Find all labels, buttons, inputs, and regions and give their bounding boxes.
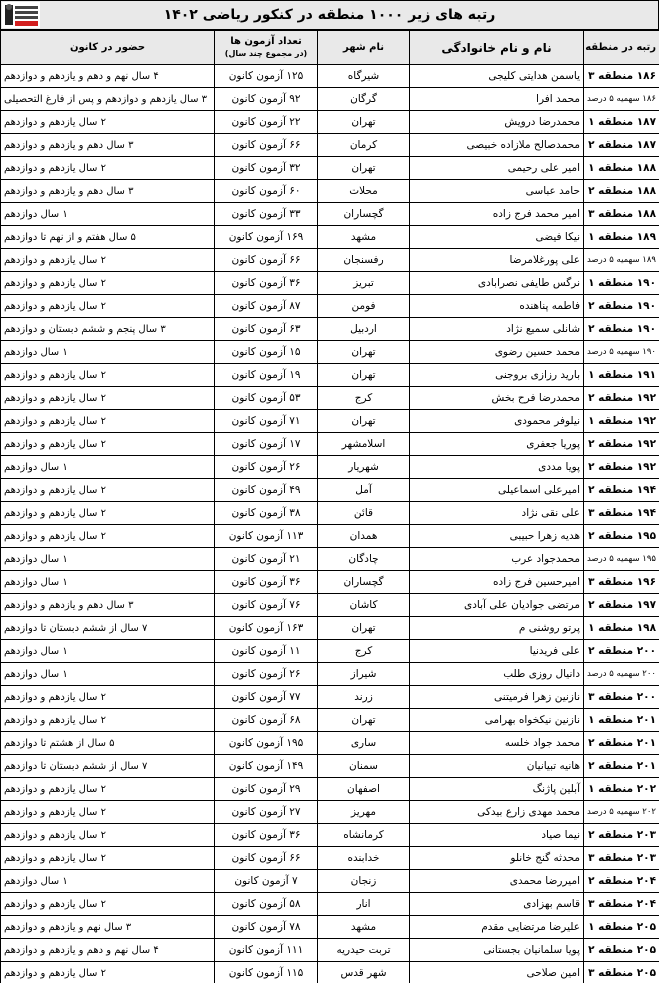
rank-cell: ۲۰۰ منطقه ۲ [584, 640, 659, 663]
name-cell: امین صلاحی [410, 962, 584, 983]
exams-cell: ۲۲ آزمون کانون [215, 111, 318, 134]
table-row [1, 157, 659, 180]
presence-cell: ۱ سال دوازدهم [1, 870, 215, 893]
name-cell: علی فریدنیا [410, 640, 584, 663]
name-cell: امیررضا محمدی [410, 870, 584, 893]
rank-cell: ۱۸۷ منطقه ۱ [584, 111, 659, 134]
rank-cell: ۱۸۸ منطقه ۱ [584, 157, 659, 180]
presence-cell: ۲ سال یازدهم و دوازدهم [1, 433, 215, 456]
city-cell: شیرگاه [318, 65, 410, 88]
exams-cell: ۶۰ آزمون کانون [215, 180, 318, 203]
city-cell: تهران [318, 341, 410, 364]
table-body [1, 65, 659, 983]
exams-cell: ۶۸ آزمون کانون [215, 709, 318, 732]
rank-cell: ۲۰۲ سهمیه ۵ درصد [584, 801, 659, 824]
table-row [1, 180, 659, 203]
header-name: نام و نام خانوادگی [410, 31, 584, 65]
presence-cell: ۲ سال یازدهم و دوازدهم [1, 157, 215, 180]
exams-cell: ۲۱ آزمون کانون [215, 548, 318, 571]
presence-cell: ۱ سال دوازدهم [1, 571, 215, 594]
exams-cell: ۲۶ آزمون کانون [215, 456, 318, 479]
presence-cell: ۲ سال یازدهم و دوازدهم [1, 364, 215, 387]
exams-cell: ۶۶ آزمون کانون [215, 847, 318, 870]
exams-cell: ۱۵ آزمون کانون [215, 341, 318, 364]
rank-cell: ۲۰۴ منطقه ۳ [584, 893, 659, 916]
table-row [1, 226, 659, 249]
exams-cell: ۶۳ آزمون کانون [215, 318, 318, 341]
presence-cell: ۲ سال یازدهم و دوازدهم [1, 410, 215, 433]
city-cell: کرج [318, 387, 410, 410]
presence-cell: ۷ سال از ششم دبستان تا دوازدهم [1, 755, 215, 778]
name-cell: آبلین پاژنگ [410, 778, 584, 801]
city-cell: شیراز [318, 663, 410, 686]
city-cell: تبریز [318, 272, 410, 295]
table-row [1, 571, 659, 594]
exams-cell: ۱۱۳ آزمون کانون [215, 525, 318, 548]
name-cell: نیما صیاد [410, 824, 584, 847]
presence-cell: ۲ سال یازدهم و دوازدهم [1, 502, 215, 525]
presence-cell: ۲ سال یازدهم و دوازدهم [1, 295, 215, 318]
rank-cell: ۲۰۱ منطقه ۲ [584, 732, 659, 755]
name-cell: قاسم بهزادی [410, 893, 584, 916]
presence-cell: ۴ سال نهم و دهم و یازدهم و دوازدهم [1, 65, 215, 88]
name-cell: علی نقی نژاد [410, 502, 584, 525]
page-title: رتبه های زیر ۱۰۰۰ منطقه در کنکور ریاضی ۱۴۰۲ [163, 7, 496, 23]
exams-cell: ۷۸ آزمون کانون [215, 916, 318, 939]
exams-cell: ۱۹ آزمون کانون [215, 364, 318, 387]
name-cell: محمد جواد خلسه [410, 732, 584, 755]
header-exams [215, 31, 318, 65]
exams-cell: ۳۳ آزمون کانون [215, 203, 318, 226]
rank-cell: ۱۸۹ سهمیه ۵ درصد [584, 249, 659, 272]
presence-cell: ۲ سال یازدهم و دوازدهم [1, 824, 215, 847]
name-cell: محمد مهدی زارع بیدکی [410, 801, 584, 824]
table-row [1, 801, 659, 824]
rank-cell: ۱۹۶ منطقه ۳ [584, 571, 659, 594]
name-cell: دانیال روزی طلب [410, 663, 584, 686]
name-cell: شانلی سمیع نژاد [410, 318, 584, 341]
exams-cell: ۷۱ آزمون کانون [215, 410, 318, 433]
rank-cell: ۲۰۲ منطقه ۱ [584, 778, 659, 801]
city-cell: تهران [318, 410, 410, 433]
table-row [1, 502, 659, 525]
city-cell: تهران [318, 157, 410, 180]
exams-cell: ۷۷ آزمون کانون [215, 686, 318, 709]
kanoon-logo-icon [2, 2, 40, 28]
table-row [1, 755, 659, 778]
presence-cell: ۳ سال دهم و یازدهم و دوازدهم [1, 134, 215, 157]
table-row [1, 663, 659, 686]
presence-cell: ۳ سال دهم و یازدهم و دوازدهم [1, 594, 215, 617]
presence-cell: ۵ سال از هشتم تا دوازدهم [1, 732, 215, 755]
rank-cell: ۱۹۰ منطقه ۲ [584, 295, 659, 318]
table-row [1, 962, 659, 983]
city-cell: رفسنجان [318, 249, 410, 272]
name-cell: یاسمن هدایتی کلیجی [410, 65, 584, 88]
table-row [1, 847, 659, 870]
exams-cell: ۷ آزمون کانون [215, 870, 318, 893]
table-row [1, 88, 659, 111]
name-cell: هانیه تبیانیان [410, 755, 584, 778]
city-cell: تربت حیدریه [318, 939, 410, 962]
table-row [1, 295, 659, 318]
exams-cell: ۳۸ آزمون کانون [215, 502, 318, 525]
rank-cell: ۲۰۳ منطقه ۳ [584, 847, 659, 870]
exams-cell: ۶۶ آزمون کانون [215, 134, 318, 157]
rank-cell: ۲۰۰ منطقه ۳ [584, 686, 659, 709]
presence-cell: ۲ سال یازدهم و دوازدهم [1, 272, 215, 295]
city-cell: زرند [318, 686, 410, 709]
rank-cell: ۲۰۵ منطقه ۱ [584, 916, 659, 939]
city-cell: تهران [318, 364, 410, 387]
city-cell: مشهد [318, 916, 410, 939]
table-row [1, 594, 659, 617]
table-row [1, 824, 659, 847]
presence-cell: ۲ سال یازدهم و دوازدهم [1, 387, 215, 410]
presence-cell: ۲ سال یازدهم و دوازدهم [1, 686, 215, 709]
city-cell: آمل [318, 479, 410, 502]
name-cell: مرتضی جوادیان علی آبادی [410, 594, 584, 617]
exams-cell: ۳۲ آزمون کانون [215, 157, 318, 180]
city-cell: اسلامشهر [318, 433, 410, 456]
header-presence: حضور در کانون [1, 31, 215, 65]
exams-cell: ۳۶ آزمون کانون [215, 824, 318, 847]
rank-cell: ۱۹۰ سهمیه ۵ درصد [584, 341, 659, 364]
rank-cell: ۲۰۳ منطقه ۲ [584, 824, 659, 847]
name-cell: پویا سلمانیان بجستانی [410, 939, 584, 962]
presence-cell: ۳ سال نهم و یازدهم و دوازدهم [1, 916, 215, 939]
exams-cell: ۷۶ آزمون کانون [215, 594, 318, 617]
rank-cell: ۲۰۵ منطقه ۲ [584, 939, 659, 962]
name-cell: علی پورغلامرضا [410, 249, 584, 272]
exams-cell: ۱۱۱ آزمون کانون [215, 939, 318, 962]
name-cell: امیرعلی اسماعیلی [410, 479, 584, 502]
city-cell: گچساران [318, 571, 410, 594]
rank-cell: ۱۹۷ منطقه ۲ [584, 594, 659, 617]
table-row [1, 341, 659, 364]
city-cell: همدان [318, 525, 410, 548]
city-cell: تهران [318, 617, 410, 640]
name-cell: امیرحسین فرج زاده [410, 571, 584, 594]
table-row [1, 203, 659, 226]
exams-cell: ۱۶۳ آزمون کانون [215, 617, 318, 640]
presence-cell: ۳ سال پنجم و ششم دبستان و دوازدهم [1, 318, 215, 341]
name-cell: محمدصالح ملازاده خبیصی [410, 134, 584, 157]
city-cell: محلات [318, 180, 410, 203]
exams-cell: ۹۲ آزمون کانون [215, 88, 318, 111]
name-cell: امیر علی رحیمی [410, 157, 584, 180]
table-row [1, 479, 659, 502]
presence-cell: ۲ سال یازدهم و دوازدهم [1, 525, 215, 548]
table-row [1, 134, 659, 157]
rank-cell: ۱۸۶ سهمیه ۵ درصد [584, 88, 659, 111]
name-cell: نیکا فیضی [410, 226, 584, 249]
name-cell: محمدجواد عرب [410, 548, 584, 571]
rank-cell: ۱۹۰ منطقه ۱ [584, 272, 659, 295]
presence-cell: ۳ سال دهم و یازدهم و دوازدهم [1, 180, 215, 203]
name-cell: فاطمه پناهنده [410, 295, 584, 318]
table-row [1, 65, 659, 88]
exams-cell: ۶۶ آزمون کانون [215, 249, 318, 272]
table-row [1, 364, 659, 387]
table-row [1, 893, 659, 916]
rank-cell: ۱۹۲ منطقه ۲ [584, 433, 659, 456]
presence-cell: ۱ سال دوازدهم [1, 203, 215, 226]
name-cell: علیرضا مرتضایی مقدم [410, 916, 584, 939]
presence-cell: ۴ سال نهم و دهم و یازدهم و دوازدهم [1, 939, 215, 962]
name-cell: پویا مددی [410, 456, 584, 479]
header-exams-label: تعداد آزمون ها [230, 35, 302, 47]
table-row [1, 548, 659, 571]
rank-cell: ۱۹۲ منطقه ۱ [584, 410, 659, 433]
name-cell: بارید رزازی بروجنی [410, 364, 584, 387]
rank-cell: ۲۰۱ منطقه ۱ [584, 709, 659, 732]
table-row [1, 709, 659, 732]
exams-cell: ۴۹ آزمون کانون [215, 479, 318, 502]
table-row [1, 525, 659, 548]
city-cell: فومن [318, 295, 410, 318]
city-cell: چادگان [318, 548, 410, 571]
rank-cell: ۱۸۷ منطقه ۲ [584, 134, 659, 157]
city-cell: شهریار [318, 456, 410, 479]
name-cell: پرتو روشنی م [410, 617, 584, 640]
results-table [0, 30, 659, 983]
header-city: نام شهر [318, 31, 410, 65]
name-cell: محمد حسین رضوی [410, 341, 584, 364]
table-row [1, 433, 659, 456]
city-cell: مهریز [318, 801, 410, 824]
city-cell: تهران [318, 111, 410, 134]
table-row [1, 318, 659, 341]
table-row [1, 387, 659, 410]
exams-cell: ۲۹ آزمون کانون [215, 778, 318, 801]
presence-cell: ۲ سال یازدهم و دوازدهم [1, 709, 215, 732]
presence-cell: ۲ سال یازدهم و دوازدهم [1, 479, 215, 502]
presence-cell: ۲ سال یازدهم و دوازدهم [1, 778, 215, 801]
header-rank: رتبه در منطقه [584, 31, 659, 65]
exams-cell: ۳۶ آزمون کانون [215, 272, 318, 295]
name-cell: نازنین نیکخواه بهرامی [410, 709, 584, 732]
name-cell: حامد عباسی [410, 180, 584, 203]
rank-cell: ۱۹۵ سهمیه ۵ درصد [584, 548, 659, 571]
table-row [1, 870, 659, 893]
rank-cell: ۱۹۴ منطقه ۳ [584, 502, 659, 525]
exams-cell: ۱۴۹ آزمون کانون [215, 755, 318, 778]
table-header-row [1, 31, 659, 65]
city-cell: سمنان [318, 755, 410, 778]
city-cell: زنجان [318, 870, 410, 893]
name-cell: نرگس طایفی نصرابادی [410, 272, 584, 295]
presence-cell: ۳ سال یازدهم و دوازدهم و پس از فارغ التحصیلی [1, 88, 215, 111]
table-row [1, 640, 659, 663]
city-cell: قائن [318, 502, 410, 525]
name-cell: پوریا جعفری [410, 433, 584, 456]
presence-cell: ۷ سال از ششم دبستان تا دوازدهم [1, 617, 215, 640]
table-row [1, 686, 659, 709]
table-row [1, 410, 659, 433]
table-row [1, 111, 659, 134]
name-cell: محدثه گنج خانلو [410, 847, 584, 870]
exams-cell: ۱۷ آزمون کانون [215, 433, 318, 456]
presence-cell: ۵ سال هفتم و از نهم تا دوازدهم [1, 226, 215, 249]
city-cell: اصفهان [318, 778, 410, 801]
rank-cell: ۱۸۹ منطقه ۱ [584, 226, 659, 249]
table-row [1, 778, 659, 801]
city-cell: خدابنده [318, 847, 410, 870]
presence-cell: ۱ سال دوازدهم [1, 456, 215, 479]
name-cell: نیلوفر محمودی [410, 410, 584, 433]
table-row [1, 249, 659, 272]
rank-cell: ۱۹۰ منطقه ۲ [584, 318, 659, 341]
presence-cell: ۱ سال دوازدهم [1, 663, 215, 686]
exams-cell: ۳۶ آزمون کانون [215, 571, 318, 594]
rank-cell: ۱۹۵ منطقه ۲ [584, 525, 659, 548]
city-cell: ساری [318, 732, 410, 755]
rank-cell: ۱۹۲ منطقه ۲ [584, 456, 659, 479]
rank-cell: ۱۹۱ منطقه ۱ [584, 364, 659, 387]
exams-cell: ۲۶ آزمون کانون [215, 663, 318, 686]
exams-cell: ۵۸ آزمون کانون [215, 893, 318, 916]
name-cell: محمدرضا فرح بخش [410, 387, 584, 410]
city-cell: تهران [318, 709, 410, 732]
presence-cell: ۲ سال یازدهم و دوازدهم [1, 111, 215, 134]
rank-cell: ۱۸۸ منطقه ۲ [584, 180, 659, 203]
exams-cell: ۱۹۵ آزمون کانون [215, 732, 318, 755]
exams-cell: ۵۳ آزمون کانون [215, 387, 318, 410]
name-cell: محمدرضا درویش [410, 111, 584, 134]
presence-cell: ۲ سال یازدهم و دوازدهم [1, 893, 215, 916]
name-cell: امیر محمد فرج زاده [410, 203, 584, 226]
rank-cell: ۲۰۴ منطقه ۲ [584, 870, 659, 893]
rank-cell: ۱۹۲ منطقه ۲ [584, 387, 659, 410]
city-cell: اردبیل [318, 318, 410, 341]
presence-cell: ۱ سال دوازدهم [1, 640, 215, 663]
table-row [1, 916, 659, 939]
header-exams-sub: (در مجموع چند سال) [224, 48, 308, 58]
exams-cell: ۱۱ آزمون کانون [215, 640, 318, 663]
presence-cell: ۲ سال یازدهم و دوازدهم [1, 847, 215, 870]
rank-cell: ۱۹۴ منطقه ۲ [584, 479, 659, 502]
rank-cell: ۱۸۸ منطقه ۳ [584, 203, 659, 226]
city-cell: شهر قدس [318, 962, 410, 983]
table-row [1, 456, 659, 479]
table-row [1, 732, 659, 755]
rank-cell: ۲۰۱ منطقه ۲ [584, 755, 659, 778]
exams-cell: ۸۷ آزمون کانون [215, 295, 318, 318]
rank-cell: ۲۰۵ منطقه ۳ [584, 962, 659, 983]
name-cell: نازنین زهرا فرمیتنی [410, 686, 584, 709]
table-row [1, 617, 659, 640]
name-cell: محمد افرا [410, 88, 584, 111]
presence-cell: ۲ سال یازدهم و دوازدهم [1, 962, 215, 983]
exams-cell: ۲۷ آزمون کانون [215, 801, 318, 824]
exams-cell: ۱۲۵ آزمون کانون [215, 65, 318, 88]
presence-cell: ۱ سال دوازدهم [1, 341, 215, 364]
city-cell: مشهد [318, 226, 410, 249]
presence-cell: ۱ سال دوازدهم [1, 548, 215, 571]
rank-cell: ۱۹۸ منطقه ۱ [584, 617, 659, 640]
city-cell: کرج [318, 640, 410, 663]
city-cell: گرگان [318, 88, 410, 111]
city-cell: گچساران [318, 203, 410, 226]
city-cell: کرمان [318, 134, 410, 157]
presence-cell: ۲ سال یازدهم و دوازدهم [1, 801, 215, 824]
name-cell: هدیه زهرا حبیبی [410, 525, 584, 548]
exams-cell: ۱۱۵ آزمون کانون [215, 962, 318, 983]
city-cell: انار [318, 893, 410, 916]
table-row [1, 272, 659, 295]
table-row [1, 939, 659, 962]
exams-cell: ۱۶۹ آزمون کانون [215, 226, 318, 249]
city-cell: کاشان [318, 594, 410, 617]
rank-cell: ۱۸۶ منطقه ۳ [584, 65, 659, 88]
city-cell: کرمانشاه [318, 824, 410, 847]
rank-cell: ۲۰۰ سهمیه ۵ درصد [584, 663, 659, 686]
presence-cell: ۲ سال یازدهم و دوازدهم [1, 249, 215, 272]
title-bar [0, 0, 659, 30]
